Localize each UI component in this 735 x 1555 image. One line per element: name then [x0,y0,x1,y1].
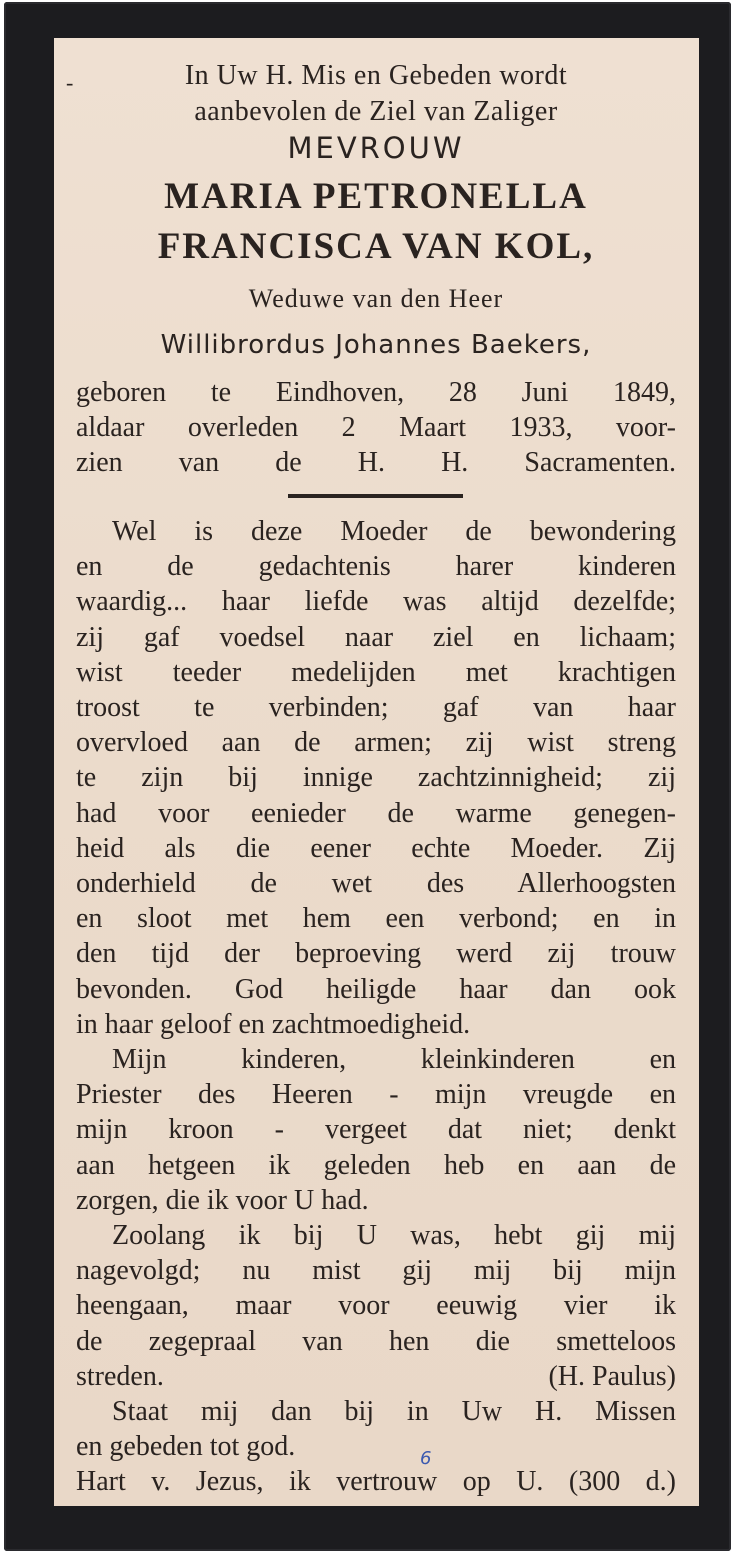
text-line [112,1222,676,1250]
text-line-content: Wel is deze Moeder de bewondering [112,516,676,547]
widow-line: Weduwe van den Heer [248,284,504,313]
text-line-content: troost te verbinden; gaf van haar [76,692,676,723]
text-line-content: Hart v. Jezus, ik vertrouw op U. (300 d.) [76,1466,676,1498]
text-line [76,1257,676,1285]
text-line-content: waardig... haar liefde was altijd dezelfde; [76,586,676,618]
text-line [76,1149,676,1181]
text-line-content: heid als die eener echte Moeder. Zij [76,832,676,864]
text-line [76,1360,676,1392]
text-line-content: zorgen, die ik voor U had. [76,1184,369,1216]
deceased-name-line-1: MARIA PETRONELLA [164,176,588,217]
text-line-content: en de gedachtenis harer kinderen [76,551,676,583]
text-line-content: Mijn kinderen, kleinkinderen en [112,1044,676,1075]
text-line [76,1116,676,1144]
intro-line-2: aanbevolen de Ziel van Zaliger [194,96,558,127]
text-line [76,764,676,792]
text-line-content: aan hetgeen ik geleden heb en aan de [76,1149,676,1181]
citation: (H. Paulus) [548,1360,676,1392]
text-line [76,905,676,933]
handwritten-note: 6 [420,1448,432,1469]
life-line-1: geboren te Eindhoven, 28 Juni 1849, [76,377,676,408]
text-line-content: streden. [76,1360,164,1392]
text-line-content: onderhield de wet des Allerhoogsten [76,868,676,899]
text-line [112,518,676,546]
divider-rule [288,494,463,498]
text-line [76,1433,676,1461]
text-line [76,729,676,757]
margin-mark: - [66,70,74,95]
life-line-2: aldaar overleden 2 Maart 1933, voor- [76,412,676,443]
text-line [76,656,676,688]
text-line [76,940,676,968]
text-line [76,1008,676,1040]
text-line [76,1081,676,1109]
text-line [112,1398,676,1426]
life-line-3: zien van de H. H. Sacramenten. [76,447,676,478]
text-line [76,1468,676,1496]
memorial-card [4,2,731,1551]
text-line-content: bevonden. God heiligde haar dan ook [76,973,676,1005]
husband-name: Willibrordus Johannes Baekers, [160,330,592,360]
text-line-content: in haar geloof en zachtmoedigheid. [76,1008,471,1040]
text-line-content: en sloot met hem een verbond; en in [76,903,676,935]
text-line-content: had voor eenieder de warme genegen- [76,797,676,829]
text-line [76,1325,676,1357]
text-line [76,797,676,829]
text-line-content: heengaan, maar voor eeuwig vier ik [76,1290,676,1322]
card-paper [54,38,699,1506]
deceased-name-line-2: FRANCISCA VAN KOL, [157,226,595,267]
title-mevrouw: MEVROUW [287,131,465,165]
text-line-content: den tijd der beproeving werd zij trouw [76,938,676,970]
text-line [76,694,676,722]
text-line-content: nagevolgd; nu mist gij mij bij mijn [76,1255,676,1287]
text-line-content: Priester des Heeren - mijn vreugde en [76,1079,676,1111]
text-line-content: zij gaf voedsel naar ziel en lichaam; [76,621,676,653]
text-line [76,553,676,581]
text-line-content: Staat mij dan bij in Uw H. Missen [112,1396,676,1427]
text-line-content: mijn kroon - vergeet dat niet; denkt [76,1114,676,1146]
text-line [76,588,676,616]
text-line [76,973,676,1005]
text-line-content: Zoolang ik bij U was, hebt gij mij [112,1220,676,1251]
text-line-content: wist teeder medelijden met krachtigen [76,656,676,688]
text-line-content: en gebeden tot god. [76,1431,296,1463]
text-line [112,1046,676,1074]
text-line [76,1184,676,1216]
text-line [76,870,676,898]
text-line [76,1292,676,1320]
text-line [76,832,676,864]
text-line-content: de zegepraal van hen die smetteloos [76,1325,676,1357]
text-line [76,621,676,653]
intro-line-1: In Uw H. Mis en Gebeden wordt [184,60,568,91]
text-line-content: overvloed aan de armen; zij wist streng [76,727,676,759]
text-line-content: te zijn bij innige zachtzinnigheid; zij [76,762,676,794]
